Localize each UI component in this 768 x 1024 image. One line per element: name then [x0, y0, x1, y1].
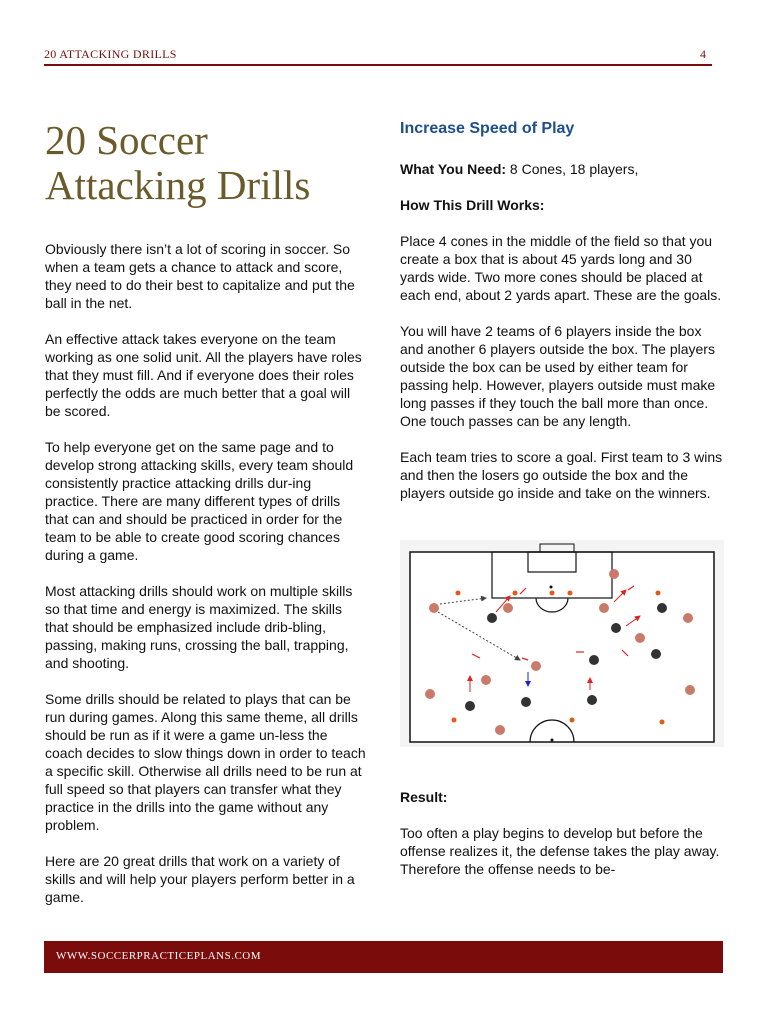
what-you-need: [400, 160, 724, 178]
right-column: [400, 118, 724, 896]
intro-paragraph: Obviously there isn’t a lot of scoring in soccer. So when a team gets a chance to attack and score, they need to do their best to capitalize and put the ball in the net.: [45, 241, 355, 311]
page-number: 4: [700, 47, 706, 61]
need-label: What You Need:: [400, 161, 507, 177]
footer-url[interactable]: WWW.SOCCERPRACTICEPLANS.COM: [56, 950, 262, 962]
intro-paragraph: An effective attack takes everyone on the team working as one solid unit. All the players have roles that they must fill. And if everyone does their roles perfectly the odds are much better that a goal will be scored.: [45, 331, 362, 419]
intro-paragraph: Some drills should be related to plays that can be run during games. Along this same theme, all drills should be run as if it were a game un-less the coach decides to slow things down in order to teach a specific skill. Otherwise all drills need to be run at full speed so that players can transfer what they practice in the drills into the game without any problem.: [45, 691, 366, 833]
result-label: Result:: [400, 789, 448, 805]
how-paragraph: Each team tries to score a goal. First team to 3 wins and then the losers go outside the box and the players outside go inside and take on the winners.: [400, 449, 723, 501]
how-label: How This Drill Works:: [400, 197, 545, 213]
page-header: [44, 46, 712, 66]
page-footer: [44, 941, 723, 973]
how-paragraph: You will have 2 teams of 6 players inside the box and another 6 players outside the box. The players outside the box can be used by either team for passing help. However, players outside must make long passes if they touch the ball more than once. One touch passes can be any length.: [400, 323, 716, 429]
intro-paragraph: To help everyone get on the same page and to develop strong attacking skills, every team should consistently practice attacking drills dur-ing practice. There are many different types of drills that can and should be practiced in order for the team to be able to create good scoring chances during a game.: [45, 439, 354, 563]
intro-paragraph: Most attacking drills should work on multiple skills so that time and energy is maximized. The skills that should be emphasized include drib-bling, passing, making runs, crossing the ball, trapping, and shooting.: [45, 583, 353, 671]
drill-title: Increase Speed of Play: [400, 120, 575, 137]
header-title: 20 ATTACKING DRILLS: [44, 47, 177, 61]
need-value: 8 Cones, 18 players,: [506, 161, 639, 177]
left-column: [45, 118, 367, 924]
main-title: 20 Soccer Attacking Drills: [45, 117, 311, 208]
result-text: Too often a play begins to develop but before the offense realizes it, the defense takes the play away. Therefore the offense needs to be-: [400, 825, 720, 877]
how-paragraph: Place 4 cones in the middle of the field so that you create a box that is about 45 yards long and 30 yards wide. Two more cones should be placed at each end, about 2 yards apart. These are the goals.: [400, 233, 722, 303]
soccer-field-icon: [400, 540, 724, 747]
intro-paragraph: Here are 20 great drills that work on a variety of skills and will help your players perform better in a game.: [45, 853, 355, 905]
